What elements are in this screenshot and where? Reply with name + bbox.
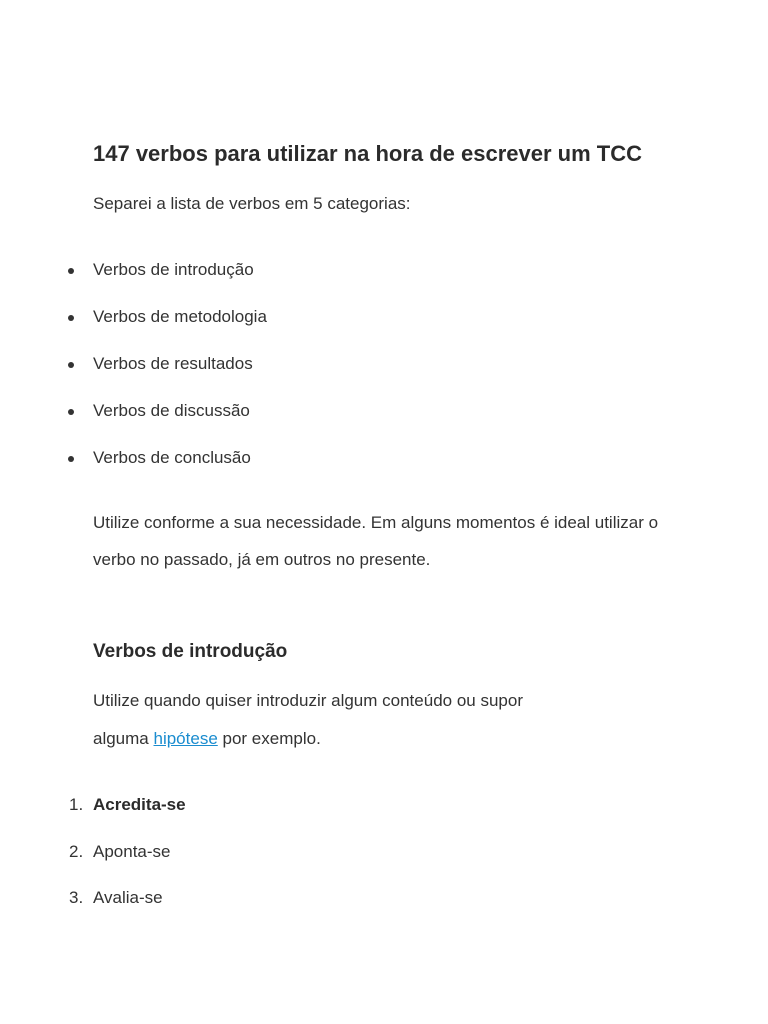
usage-line: verbo no passado, já em outros no presente.: [93, 550, 431, 569]
verb-label: Avalia-se: [93, 888, 163, 907]
description-text: alguma: [93, 729, 149, 748]
list-item-label: Verbos de metodologia: [93, 307, 267, 326]
list-item-label: Verbos de discussão: [93, 401, 250, 420]
description-line: [93, 729, 321, 749]
section-heading: Verbos de introdução: [93, 641, 288, 662]
bullet-icon: [68, 456, 74, 462]
list-number: 3.: [69, 888, 84, 907]
description-line: Utilize quando quiser introduzir algum conteúdo ou supor: [93, 691, 523, 710]
verb-label: Acredita-se: [93, 795, 186, 814]
bullet-icon: [68, 268, 74, 274]
bullet-icon: [68, 315, 74, 321]
article-title: 147 verbos para utilizar na hora de escrever um TCC: [93, 141, 643, 166]
verb-label: Aponta-se: [93, 842, 171, 861]
bullet-icon: [68, 362, 74, 368]
bullet-icon: [68, 409, 74, 415]
list-item-label: Verbos de resultados: [93, 354, 253, 373]
list-item-label: Verbos de conclusão: [93, 448, 251, 467]
description-text: por exemplo.: [222, 729, 321, 748]
list-item-label: Verbos de introdução: [93, 260, 254, 279]
hipotese-link[interactable]: hipótese: [153, 729, 218, 748]
intro-paragraph: Separei a lista de verbos em 5 categorias:: [93, 194, 411, 213]
list-number: 1.: [69, 795, 84, 814]
usage-line: Utilize conforme a sua necessidade. Em alguns momentos é ideal utilizar o: [93, 513, 659, 532]
list-number: 2.: [69, 842, 84, 861]
